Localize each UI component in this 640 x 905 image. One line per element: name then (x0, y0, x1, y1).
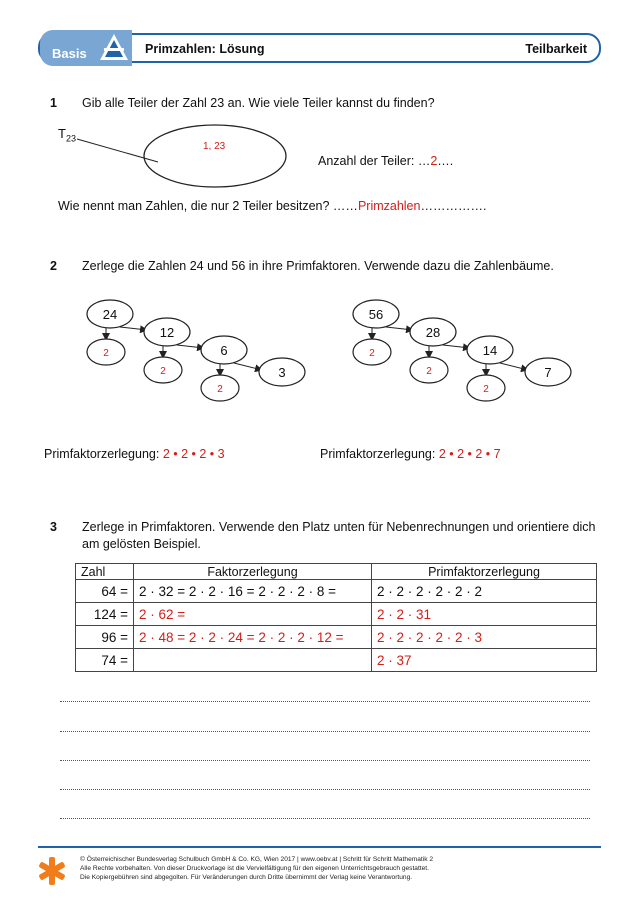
topic-label: Teilbarkeit (525, 42, 587, 56)
factor-tree-24 (87, 300, 305, 401)
task-question-line2: am gelösten Beispiel. (82, 537, 201, 551)
cell-prim: 2 · 37 (372, 649, 597, 672)
task-number: 1 (50, 96, 57, 110)
tree-arrow (234, 363, 262, 370)
cell-faktor: 2 · 32 = 2 · 2 · 16 = 2 · 2 · 2 · 8 = (134, 580, 372, 603)
prime-question: Wie nennt man Zahlen, die nur 2 Teiler besitzen? ……Primzahlen……………. (58, 199, 487, 213)
cell-zahl: 96 = (76, 626, 134, 649)
tree-node-value: 28 (425, 325, 441, 340)
divisor-count: Anzahl der Teiler: …2…. (318, 154, 454, 168)
cell-zahl: 74 = (76, 649, 134, 672)
tree-node-value: 7 (544, 365, 552, 380)
column-header-prim: Primfaktorzerlegung (372, 564, 597, 580)
task-number: 2 (50, 259, 57, 273)
scratch-line (60, 760, 590, 761)
cell-prim: 2 · 2 · 2 · 2 · 2 · 3 (372, 626, 597, 649)
divisor-ellipse (144, 125, 286, 187)
scratch-line (60, 789, 590, 790)
factor-tree-56 (353, 300, 571, 401)
connector-line (77, 139, 158, 162)
cell-zahl: 124 = (76, 603, 134, 626)
divisor-set-diagram (0, 0, 640, 230)
table-header-row (76, 564, 597, 580)
task-question: Gib alle Teiler der Zahl 23 an. Wie viele Teiler kannst du finden? (82, 96, 435, 110)
level-badge-label: Basis (52, 46, 87, 61)
tree-arrow (443, 345, 470, 348)
tree-factor-value: 2 (217, 384, 223, 395)
footer-line: Alle Rechte vorbehalten. Von dieser Druckvorlage ist die Vervielfältigung für den eigenen Unterrichtsgebrauch gestattet. (80, 865, 429, 872)
scratch-line (60, 731, 590, 732)
result-right: Primfaktorzerlegung: 2 • 2 • 2 • 7 (320, 447, 501, 461)
cell-prim: 2 · 2 · 2 · 2 · 2 · 2 (372, 580, 597, 603)
footer-line: Die Kopiergebühren sind abgegolten. Für Veränderungen durch Dritte übernimmt der Verlag keine Verantwortung. (80, 874, 413, 881)
tree-factor-value: 2 (103, 348, 109, 359)
footer-divider (38, 846, 601, 848)
tree-arrow (120, 327, 147, 330)
page-title: Primzahlen: Lösung (145, 42, 265, 56)
footer-line: © Österreichischer Bundesverlag Schulbuch GmbH & Co. KG, Wien 2017 | www.oebv.at | Schritt für Schritt Mathematik 2 (80, 856, 434, 863)
tree-factor-value: 2 (369, 348, 375, 359)
cell-faktor (134, 649, 372, 672)
tree-arrow (386, 327, 413, 330)
cell-prim: 2 · 2 · 31 (372, 603, 597, 626)
tree-arrow (177, 345, 204, 348)
divisor-set-label: $T_{23}$ (58, 126, 76, 144)
tree-factor-value: 2 (160, 366, 166, 377)
cell-faktor: 2 · 48 = 2 · 2 · 24 = 2 · 2 · 2 · 12 = (134, 626, 372, 649)
tree-node-value: 3 (278, 365, 286, 380)
table-row (76, 603, 597, 626)
tree-node-value: 12 (159, 325, 175, 340)
factorization-table (75, 563, 597, 672)
tree-factor-value: 2 (483, 384, 489, 395)
column-header-zahl: Zahl (76, 564, 134, 580)
scratch-line (60, 701, 590, 702)
copyright-footer (80, 855, 433, 882)
table-row (76, 649, 597, 672)
table-row (76, 626, 597, 649)
cell-zahl: 64 = (76, 580, 134, 603)
publisher-logo-icon (38, 856, 66, 886)
tree-node-value: 14 (482, 343, 498, 358)
divisor-list: 1, 23 (203, 141, 226, 152)
tree-node-value: 56 (368, 307, 384, 322)
factor-trees (0, 290, 640, 410)
task-question: Zerlege die Zahlen 24 und 56 in ihre Primfaktoren. Verwende dazu die Zahlenbäume. (82, 259, 554, 273)
tree-factor-value: 2 (426, 366, 432, 377)
column-header-faktor: Faktorzerlegung (134, 564, 372, 580)
table-row (76, 580, 597, 603)
result-left: Primfaktorzerlegung: 2 • 2 • 2 • 3 (44, 447, 225, 461)
tree-node-value: 6 (220, 343, 228, 358)
scratch-line (60, 818, 590, 819)
tree-node-value: 24 (102, 307, 118, 322)
tree-arrow (500, 363, 528, 370)
cell-faktor: 2 · 62 = (134, 603, 372, 626)
task-question-line1: Zerlege in Primfaktoren. Verwende den Platz unten für Nebenrechnungen und orientiere dich (82, 520, 596, 534)
task-number: 3 (50, 520, 57, 534)
